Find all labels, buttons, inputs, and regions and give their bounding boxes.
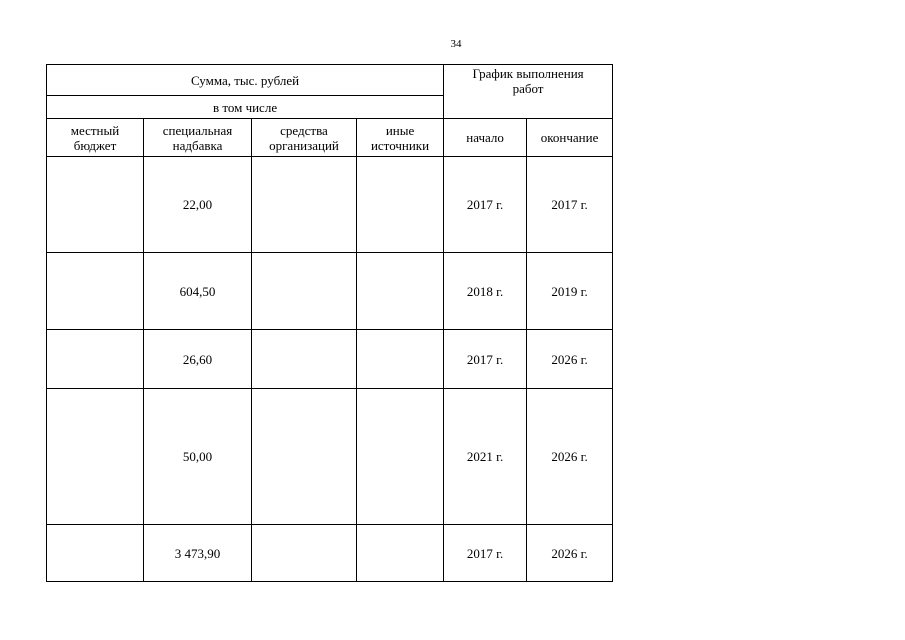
col-header-line: организаций (269, 137, 339, 153)
cell-end: 2026 г. (527, 330, 613, 389)
table-row (47, 525, 613, 582)
col-header-line: специальная (162, 122, 233, 138)
funding-schedule-table (46, 64, 613, 582)
cell-other-sources (357, 389, 444, 525)
table-row (47, 389, 613, 525)
cell-org-funds (252, 525, 357, 582)
col-header-line: надбавка (172, 137, 223, 153)
col-header-end: окончание (527, 119, 613, 157)
table-row (47, 157, 613, 253)
cell-special-surcharge: 22,00 (144, 157, 252, 253)
cell-end: 2019 г. (527, 253, 613, 330)
schedule-title-line: работ (512, 81, 544, 96)
cell-special-surcharge: 3 473,90 (144, 525, 252, 582)
cell-other-sources (357, 330, 444, 389)
cell-local-budget (47, 525, 144, 582)
sum-title-cell: Сумма, тыс. рублей (47, 65, 444, 96)
col-header-line: иные (385, 122, 415, 138)
cell-other-sources (357, 253, 444, 330)
table-row (47, 330, 613, 389)
col-header-start: начало (444, 119, 527, 157)
col-header-org-funds (252, 119, 357, 157)
cell-end: 2017 г. (527, 157, 613, 253)
table-row (47, 253, 613, 330)
cell-start: 2017 г. (444, 525, 527, 582)
cell-start: 2017 г. (444, 330, 527, 389)
col-header-line: местный (70, 122, 120, 138)
cell-org-funds (252, 157, 357, 253)
cell-local-budget (47, 157, 144, 253)
cell-local-budget (47, 330, 144, 389)
col-header-line: источники (370, 137, 430, 153)
header-row-top (47, 65, 613, 96)
cell-start: 2021 г. (444, 389, 527, 525)
cell-local-budget (47, 253, 144, 330)
col-header-line: бюджет (73, 137, 117, 153)
cell-start: 2018 г. (444, 253, 527, 330)
header-row-columns (47, 119, 613, 157)
cell-org-funds (252, 389, 357, 525)
col-header-other-sources (357, 119, 444, 157)
col-header-line: средства (280, 122, 328, 138)
schedule-title-cell (444, 65, 613, 119)
col-header-local-budget (47, 119, 144, 157)
including-cell: в том числе (47, 96, 444, 119)
cell-end: 2026 г. (527, 389, 613, 525)
page-number: 34 (450, 38, 462, 50)
col-header-special-surcharge (144, 119, 252, 157)
cell-local-budget (47, 389, 144, 525)
cell-special-surcharge: 26,60 (144, 330, 252, 389)
cell-org-funds (252, 253, 357, 330)
cell-org-funds (252, 330, 357, 389)
cell-start: 2017 г. (444, 157, 527, 253)
cell-end: 2026 г. (527, 525, 613, 582)
cell-other-sources (357, 157, 444, 253)
cell-special-surcharge: 604,50 (144, 253, 252, 330)
schedule-title-line: График выполнения (472, 66, 584, 81)
cell-other-sources (357, 525, 444, 582)
cell-special-surcharge: 50,00 (144, 389, 252, 525)
